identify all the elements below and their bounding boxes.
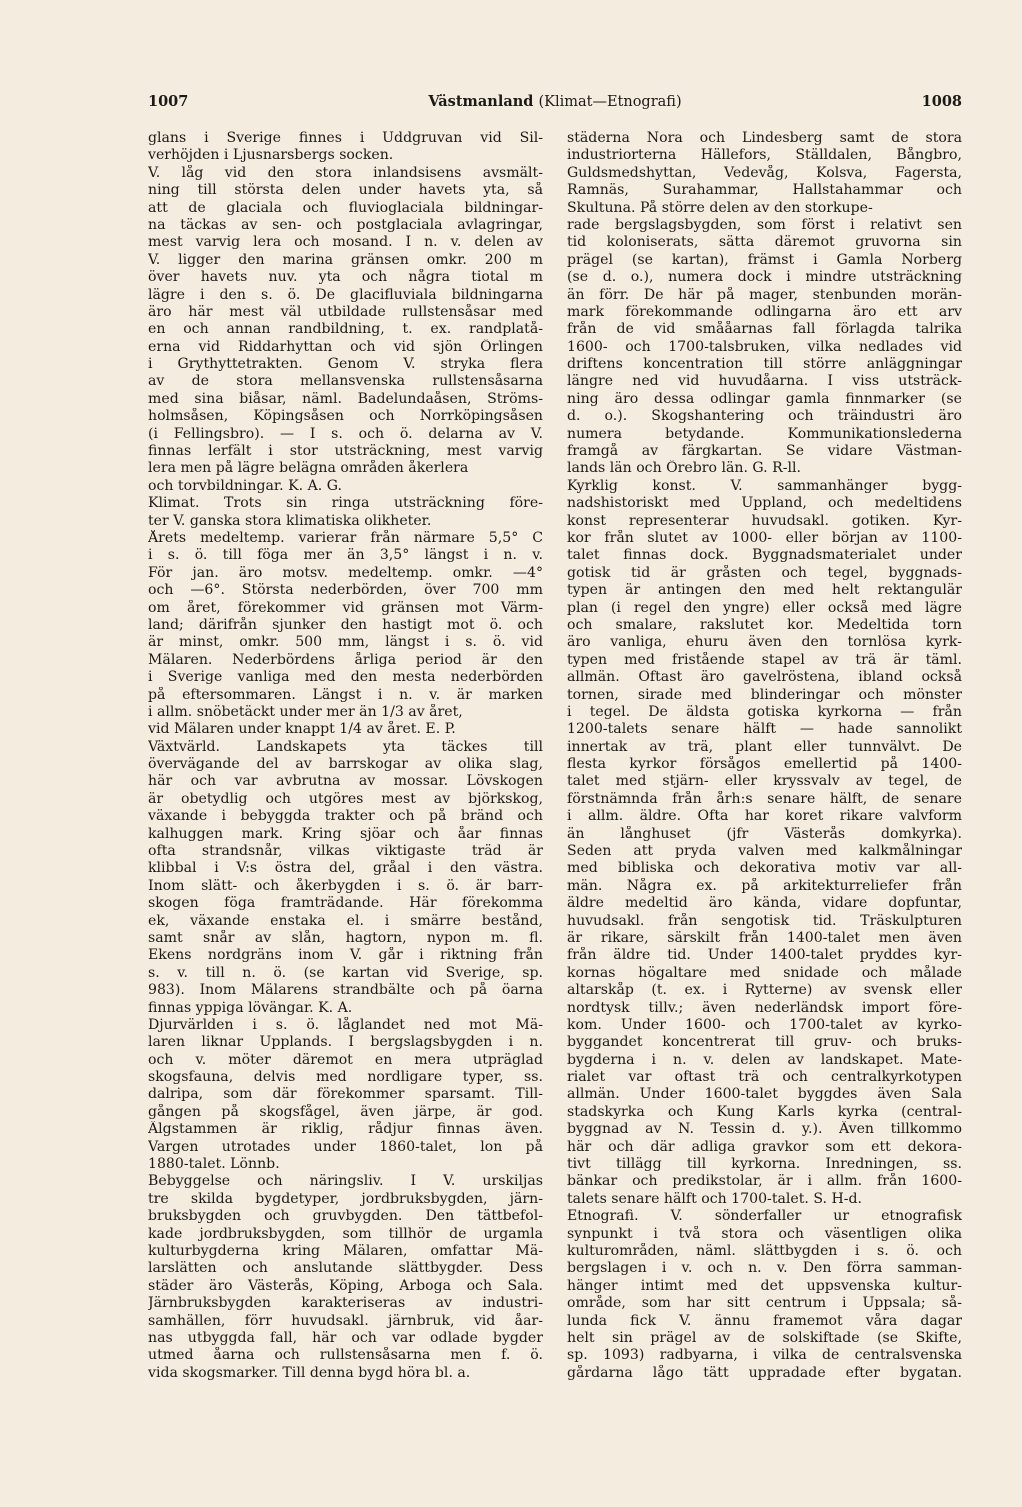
text-line: byggnad av N. Tessin d. y.). Även tillkommo xyxy=(567,1121,962,1138)
running-title xyxy=(148,93,962,110)
text-line: industriorterna Hällefors, Ställdalen, Bångbro, xyxy=(567,147,962,164)
text-line: i allm. snöbetäckt under mer än 1/3 av året, xyxy=(148,703,463,720)
right-column xyxy=(567,130,962,1382)
text-line: i allm. äldre. Ofta har koret rikare valvform xyxy=(567,808,962,825)
text-line: kornas högaltare med snidade och målade xyxy=(567,964,962,981)
text-line: talet med stjärn- eller kryssvalv av tegel, de xyxy=(567,773,962,790)
text-line: dalripa, som där förekommer sparsamt. Till- xyxy=(148,1086,543,1103)
text-line: nordtysk tillv.; även nederländsk import före- xyxy=(567,999,962,1016)
text-line: numera betydande. Kommunikationslederna xyxy=(567,425,962,442)
text-line: 983). Inom Mälarens strandbälte och på öarna xyxy=(148,982,543,999)
text-line: bergslagen i v. och n. v. Den förra samman- xyxy=(567,1260,962,1277)
text-line: område, som har sitt centrum i Uppsala; så- xyxy=(567,1295,962,1312)
text-line: äro här mest väl utbildade rullstensåsar med xyxy=(148,303,543,320)
text-line: här och där adliga gravkor som ett dekora- xyxy=(567,1138,962,1155)
text-line: verhöjden i Ljusnarsbergs socken. xyxy=(148,147,394,164)
left-column xyxy=(148,130,543,1382)
text-line: mark förekommande odlingarna äro ett arv xyxy=(567,303,962,320)
text-line: skogen föga framträdande. Här förekomma xyxy=(148,895,543,912)
text-line: 1600- och 1700-talsbruken, vilka nedlades vid xyxy=(567,338,962,355)
text-line: rialet var oftast trä och centralkyrkotypen xyxy=(567,1069,962,1086)
text-line: ning till största delen under havets yta, så xyxy=(148,182,543,199)
text-line: altarskåp (t. ex. i Rytterne) av svensk eller xyxy=(567,982,962,999)
text-line: kulturområden, näml. slättbygden i s. ö. och xyxy=(567,1243,962,1259)
text-line: med sina biåsar, näml. Badelundaåsen, Ströms- xyxy=(148,390,543,407)
text-line: är obetydlig och utgöres mest av björkskog, xyxy=(148,790,543,807)
page-header xyxy=(148,93,962,117)
text-line: tivt tillägg till kyrkorna. Inredningen, ss. xyxy=(567,1156,962,1173)
text-line: Guldsmedshyttan, Vedevåg, Kolsva, Fagersta, xyxy=(567,164,962,181)
text-line: Ramnäs, Surahammar, Hallstahammar och xyxy=(567,182,962,199)
text-line: växande i bebyggda trakter och på bränd och xyxy=(148,808,543,825)
text-line: V. ligger den marina gränsen omkr. 200 m xyxy=(148,251,543,268)
text-line: kalhuggen mark. Kring sjöar och åar finnas xyxy=(148,825,543,842)
text-line: ofta strandsnår, vilkas viktigaste träd är xyxy=(148,843,543,860)
text-line: glans i Sverige finnes i Uddgruvan vid Sil- xyxy=(148,130,543,146)
text-line: ning äro dessa odlingar gamla finnmarker (se xyxy=(567,390,962,407)
text-line: s. v. till n. ö. (se kartan vid Sverige, sp. xyxy=(148,964,543,981)
text-line: män. Några ex. på arkitekturreliefer från xyxy=(567,877,962,894)
text-line: förstnämnda från årh:s senare hälft, de senare xyxy=(567,790,962,807)
text-line: holmsåsen, Köpingsåsen och Norrköpingsåsen xyxy=(148,408,543,425)
text-line: från de vid smååarnas fall förlagda talrika xyxy=(567,321,962,338)
text-line: är rikare, särskilt från 1400-talet men även xyxy=(567,929,962,946)
text-line: bygderna i n. v. delen av landskapet. Mate- xyxy=(567,1051,962,1068)
text-line: allmän. Under 1600-talet byggdes även Sala xyxy=(567,1086,962,1103)
text-line: på eftersommaren. Längst i n. v. är marken xyxy=(148,686,543,703)
text-line: samhällen, förr huvudsakl. järnbruk, vid åar- xyxy=(148,1312,543,1329)
text-line: från äldre tid. Under 1400-talet pryddes kyr- xyxy=(567,947,962,964)
text-line: skogsfauna, delvis med nordligare typer, ss. xyxy=(148,1069,543,1086)
text-line: Bebyggelse och näringsliv. I V. urskiljas xyxy=(148,1173,543,1190)
text-line: tre skilda bygdetyper, jordbruksbygden, järn- xyxy=(148,1190,543,1207)
text-line: d. o.). Skogshantering och träindustri äro xyxy=(567,408,962,425)
text-line: kulturbygderna kring Mälaren, omfattar Mä- xyxy=(148,1243,543,1259)
text-line: För jan. äro motsv. medeltemp. omkr. —4° xyxy=(148,564,543,581)
text-line: utmed åarna och rullstensåsarna men f. ö. xyxy=(148,1347,543,1364)
text-line: i Grythyttetrakten. Genom V. stryka flera xyxy=(148,356,543,373)
text-line: gången på skogsfågel, även järpe, är god. xyxy=(148,1103,543,1120)
text-line: konst representerar huvudsakl. gotiken. Kyr- xyxy=(567,512,962,529)
text-line: i s. ö. till föga mer än 3,5° längst i n. v. xyxy=(148,547,543,564)
text-line: här och var avbrutna av mossar. Lövskogen xyxy=(148,773,543,790)
text-line: finnas lerfält i stor utsträckning, mest varvig xyxy=(148,443,543,460)
text-line: allmän. Oftast äro gavelröstena, ibland också xyxy=(567,669,962,686)
text-line: och smalare, rakslutet kor. Medeltida torn xyxy=(567,616,962,633)
text-line: (se d. o.), numera dock i mindre utsträckning xyxy=(567,269,962,286)
text-line: land; därifrån sjunker den hastigt mot ö. och xyxy=(148,616,543,633)
text-line: V. låg vid den stora inlandsisens avsmält- xyxy=(148,164,543,181)
text-line: än förr. De här på mager, stenbunden morän- xyxy=(567,286,962,303)
text-line: i tegel. De äldsta gotiska kyrkorna — från xyxy=(567,703,962,720)
text-line: att de glaciala och fluvioglaciala bildningar- xyxy=(148,199,543,216)
text-line: kor från slutet av 1000- eller början av 1100- xyxy=(567,529,962,546)
text-line: tornen, sirade med blinderingar och mönster xyxy=(567,686,962,703)
text-line: nas utbyggda fall, här och var odlade bygder xyxy=(148,1329,543,1346)
text-line: städer äro Västerås, Köping, Arboga och Sala. xyxy=(148,1277,543,1294)
text-line: prägel (se kartan), främst i Gamla Norberg xyxy=(567,251,962,268)
page-number-left: 1007 xyxy=(148,93,189,110)
text-line: flesta kyrkor försågos emellertid på 1400- xyxy=(567,756,962,773)
text-line: talet finnas dock. Byggnadsmaterialet under xyxy=(567,547,962,564)
text-line: med bibliska och dekorativa motiv var all- xyxy=(567,860,962,877)
text-line: Växtvärld. Landskapets yta täckes till xyxy=(148,738,543,755)
text-line: i Sverige vanliga med den mesta nederbörden xyxy=(148,669,543,686)
text-line: hänger intimt med det uppsvenska kultur- xyxy=(567,1277,962,1294)
text-line: samt snår av slån, hagtorn, nypon m. fl. xyxy=(148,929,543,946)
text-line: städerna Nora och Lindesberg samt de stora xyxy=(567,130,962,146)
text-line: och —6°. Största nederbörden, över 700 mm xyxy=(148,582,543,599)
text-line: en och annan randbildning, t. ex. randplatå- xyxy=(148,321,543,338)
text-line: vid Mälaren under knappt 1/4 av året. E. P. xyxy=(148,721,456,738)
text-line: synpunkt i två stora och väsentligen olika xyxy=(567,1225,962,1242)
text-line: plan (i regel den yngre) eller också med lägre xyxy=(567,599,962,616)
text-line: klibbal i V:s östra del, gråal i den västra. xyxy=(148,860,543,877)
text-line: ek, växande enstaka el. i smärre bestånd, xyxy=(148,912,543,929)
text-line: rade bergslagsbygden, som först i relativt sen xyxy=(567,216,962,233)
running-title-main: Västmanland xyxy=(428,93,534,110)
text-line: gårdarna lågo tätt uppradade efter bygatan. xyxy=(567,1364,962,1381)
text-line: lunda fick V. ännu framemot våra dagar xyxy=(567,1312,962,1329)
text-line: om året, förekommer vid gränsen mot Värm- xyxy=(148,599,543,616)
text-line: stadskyrka och Kung Karls kyrka (central- xyxy=(567,1103,962,1120)
running-title-subtitle: (Klimat—Etnografi) xyxy=(538,94,682,110)
text-line: Älgstammen är riklig, rådjur finnas även. xyxy=(148,1121,543,1138)
text-line: innertak av trä, plant eller tunnvälvt. De xyxy=(567,738,962,755)
text-line: lera men på lägre belägna områden åkerlera xyxy=(148,460,469,477)
text-line: Mälaren. Nederbördens årliga period är den xyxy=(148,651,543,668)
text-line: Etnografi. V. sönderfaller ur etnografisk xyxy=(567,1208,962,1225)
text-line: Seden att pryda valven med kalkmålningar xyxy=(567,843,962,860)
text-line: Ekens nordgräns inom V. går i riktning från xyxy=(148,947,543,964)
text-line: mest varvig lera och mosand. I n. v. delen av xyxy=(148,234,543,251)
text-line: talets senare hälft och 1700-talet. S. H-d. xyxy=(567,1190,863,1207)
text-line: av de stora mellansvenska rullstensåsarna xyxy=(148,373,543,390)
text-line: vida skogsmarker. Till denna bygd höra bl. a. xyxy=(148,1364,471,1381)
text-line: Skultuna. På större delen av den storkupe- xyxy=(567,199,873,216)
text-line: lands län och Örebro län. G. R-ll. xyxy=(567,460,802,477)
text-line: kom. Under 1600- och 1700-talet av kyrko- xyxy=(567,1016,962,1033)
text-line: Järnbruksbygden karakteriseras av industri- xyxy=(148,1295,543,1312)
text-line: Djurvärlden i s. ö. låglandet ned mot Mä- xyxy=(148,1016,543,1033)
text-line: 1880-talet. Lönnb. xyxy=(148,1156,280,1173)
text-line: typen med fristående stapel av trä är täml. xyxy=(567,651,962,668)
text-line: byggandet koncentrerat till gruv- och bruks- xyxy=(567,1034,962,1051)
text-line: typen är antingen den med helt rektangulär xyxy=(567,582,962,599)
text-line: Klimat. Trots sin ringa utsträckning före- xyxy=(148,495,543,512)
text-line: längre ned vid huvudåarna. I viss utsträck- xyxy=(567,373,962,390)
text-line: driftens koncentration till större anläggningar xyxy=(567,356,962,373)
text-line: över havets nuv. yta och några tiotal m xyxy=(148,269,543,286)
text-line: helt sin prägel av de solskiftade (se Skifte, xyxy=(567,1329,962,1346)
text-line: tid koloniserats, sätta däremot gruvorna sin xyxy=(567,234,962,251)
text-line: larslätten och anslutande slättbygder. Dess xyxy=(148,1260,543,1277)
text-line: erna vid Riddarhyttan och vid sjön Örlingen xyxy=(148,338,543,355)
text-line: äro vanliga, ehuru även den tornlösa kyrk- xyxy=(567,634,962,651)
text-line: kade jordbruksbygden, som tillhör de urgamla xyxy=(148,1225,543,1242)
text-line: bänkar och predikstolar, är i allm. från 1600- xyxy=(567,1173,962,1190)
text-line: lägre i den s. ö. De glacifluviala bildningarna xyxy=(148,286,543,303)
text-line: Kyrklig konst. V. sammanhänger bygg- xyxy=(567,477,962,494)
text-line: Årets medeltemp. varierar från närmare 5,5° C xyxy=(148,529,543,546)
text-line: laren liknar Upplands. I bergslagsbygden i n. xyxy=(148,1034,543,1051)
text-line: finnas yppiga lövängar. K. A. xyxy=(148,999,353,1016)
text-line: än långhuset (jfr Västerås domkyrka). xyxy=(567,825,962,842)
text-line: 1200-talets senare hälft — hade sannolikt xyxy=(567,721,962,738)
text-line: är minst, omkr. 500 mm, längst i s. ö. vid xyxy=(148,634,543,651)
text-line: övervägande del av barrskogar av olika slag, xyxy=(148,756,543,773)
text-line: bruksbygden och gruvbygden. Den tättbefol- xyxy=(148,1208,543,1225)
text-line: gotisk tid är gråsten och tegel, byggnads- xyxy=(567,564,962,581)
text-line: framgå av färgkartan. Se vidare Västman- xyxy=(567,443,962,460)
text-line: Inom slätt- och åkerbygden i s. ö. är barr- xyxy=(148,877,543,894)
text-line: na täckas av sen- och postglaciala avlagringar, xyxy=(148,216,543,233)
text-line: ter V. ganska stora klimatiska olikheter. xyxy=(148,512,432,529)
text-line: äldre medeltid äro kända, vidare dopfuntar, xyxy=(567,895,962,912)
text-line: och torvbildningar. K. A. G. xyxy=(148,477,342,494)
text-line: (i Fellingsbro). — I s. och ö. delarna av V. xyxy=(148,425,543,442)
page-number-right: 1008 xyxy=(921,93,962,110)
text-line: huvudsakl. från sengotisk tid. Träskulpturen xyxy=(567,912,962,929)
text-line: och v. möter däremot en mera utpräglad xyxy=(148,1051,543,1068)
text-line: sp. 1093) radbyarna, i vilka de centralsvenska xyxy=(567,1347,962,1364)
text-line: Vargen utrotades under 1860-talet, lon på xyxy=(148,1138,543,1155)
text-line: nadshistoriskt med Uppland, och medeltidens xyxy=(567,495,962,512)
